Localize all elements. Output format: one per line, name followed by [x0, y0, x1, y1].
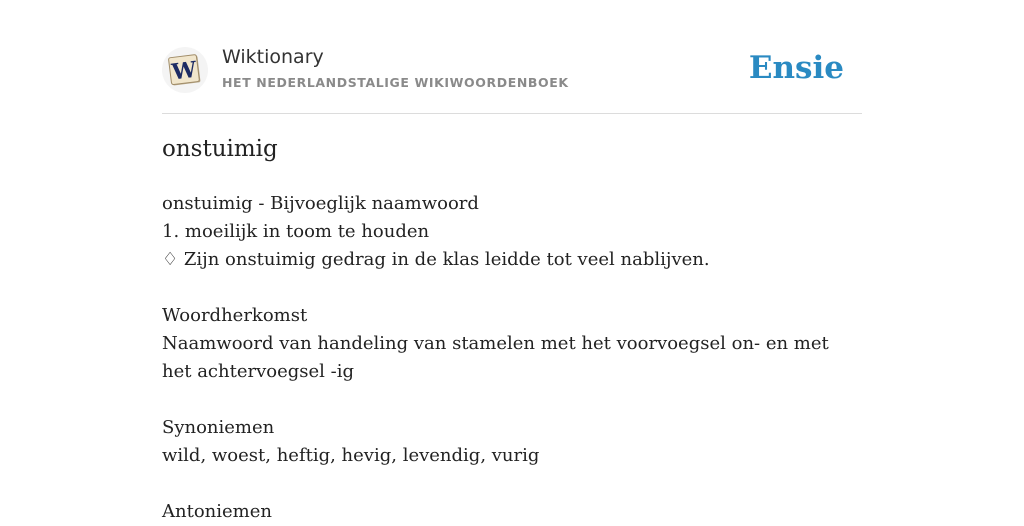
etymology-text: Naamwoord van handeling van stamelen met het voorvoegsel on- en met het achtervoegsel -ig — [162, 333, 829, 382]
wiktionary-logo-icon[interactable] — [162, 47, 208, 93]
spacer — [162, 470, 862, 498]
synonyms-list: wild, woest, heftig, hevig, levendig, vurig — [162, 445, 540, 466]
synonyms-heading: Synoniemen — [162, 417, 275, 438]
spacer — [162, 274, 862, 302]
site-header — [162, 45, 862, 95]
definition-text: 1. moeilijk in toom te houden — [162, 221, 430, 242]
logo-letter: W — [170, 56, 198, 86]
example-sentence: ♢ Zijn onstuimig gedrag in de klas leidde tot veel nablijven. — [162, 249, 710, 270]
header-divider — [162, 113, 862, 114]
spacer — [162, 386, 862, 414]
definition-heading: onstuimig - Bijvoeglijk naamwoord — [162, 193, 479, 214]
ensie-brand-link[interactable]: Ensie — [748, 50, 844, 86]
page-title: onstuimig — [162, 136, 278, 162]
etymology-heading: Woordherkomst — [162, 305, 308, 326]
page — [162, 0, 862, 522]
site-tagline: HET NEDERLANDSTALIGE WIKIWOORDENBOEK — [222, 75, 569, 90]
site-name[interactable]: Wiktionary — [222, 46, 324, 68]
antonyms-heading: Antoniemen — [162, 501, 272, 522]
entry-content — [162, 190, 862, 526]
